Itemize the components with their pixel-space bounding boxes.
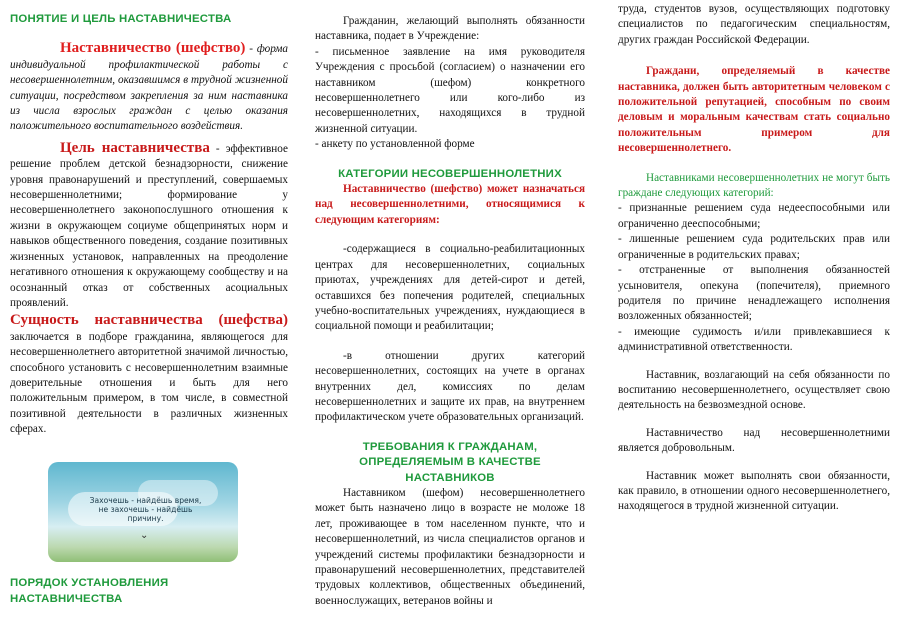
order-title: ПОРЯДОК УСТАНОВЛЕНИЯ НАСТАВНИЧЕСТВА xyxy=(10,577,169,605)
categories-title: КАТЕГОРИИ НЕСОВЕРШЕННОЛЕТНИХ xyxy=(338,167,562,180)
column-1 xyxy=(10,0,288,636)
cannot-item-1: - признанные решением суда недееспособными или ограниченно дееспособными; xyxy=(618,202,890,230)
column-3 xyxy=(618,0,890,636)
photo-quote: Захочешь - найдёшь время, не захочешь - найдёшь причину. xyxy=(89,496,202,523)
essence-paragraph xyxy=(10,313,288,437)
cannot-lead: Наставниками несовершеннолетних не могут быть граждане следующих категорий: xyxy=(618,171,890,200)
requirements-text: Наставником (шефом) несовершеннолетнего может быть назначено лицо в возрасте не моложе 18 лет, проживающее в том населенном пункте, что и несовершеннолетний, из числа специалистов органов и учреждений системы профилактики безнадзорности и правонарушений несовершеннолетних, представителей трудовых коллективов, общественных объединений, военнослужащих, ветеранов войны и xyxy=(315,486,585,607)
cannot-item-2: - лишенные решением суда родительских прав или ограниченные в родительских правах; xyxy=(618,233,890,261)
cannot-item-4: - имеющие судимость и/или привлекавшиеся к административной ответственности. xyxy=(618,325,890,354)
authority-paragraph: Граждани, определяемый в качестве наставника, должен быть авторитетным человеком с положительной репутацией, способным по своим деловым и моральным качествам стать социально положительным примером для несовершеннолетнего. xyxy=(618,65,890,155)
voluntary-paragraph: Наставничество над несовершеннолетними является добровольным. xyxy=(618,426,890,455)
categories-lead: Наставничество (шефство) может назначаться над несовершеннолетними, относящимися к следующим категориям: xyxy=(315,183,585,226)
application-intro: Гражданин, желающий выполнять обязанности наставника, подает в Учреждение: xyxy=(315,15,585,43)
bird-icon: ⌄ xyxy=(140,530,149,541)
mentoring-term: Наставничество (шефство) xyxy=(60,40,246,57)
essence-term: Сущность наставничества (шефства) xyxy=(10,312,288,329)
mentoring-dash: - xyxy=(245,43,253,56)
category-1: -содержащиеся в социально-реабилитационных центрах для несовершеннолетних, социальных приютах, учреждениях для детей-сирот и детей, оставшихся без попечения родителей, специальных учебно-воспитательных учреждениях, нуждающиеся в социальной помощи и реабилитации; xyxy=(315,243,585,333)
requirements-continued: труда, студентов вузов, осуществляющих подготовку специалистов по педагогическим специальностям, других граждан Российской Федерации. xyxy=(618,3,890,46)
application-item-1: - письменное заявление на имя руководителя Учреждения с просьбой (согласием) о назначении его наставником (шефом) конкретного несовершеннолетнего или кого-либо из несовершеннолетних, находящихся в трудной жизненной ситуации. xyxy=(315,45,585,135)
concept-title: ПОНЯТИЕ И ЦЕЛЬ НАСТАВНИЧЕСТВА xyxy=(10,13,232,25)
goal-term: Цель наставничества xyxy=(60,139,210,156)
free-basis-paragraph: Наставник, возлагающий на себя обязанности по воспитанию несовершеннолетнего, осуществляет свою деятельность на безвозмездной основе. xyxy=(618,368,890,412)
application-item-2: - анкету по установленной форме xyxy=(315,138,475,151)
requirements-title: ТРЕБОВАНИЯ К ГРАЖДАНАМ, ОПРЕДЕЛЯЕМЫМ В КАЧЕСТВЕ НАСТАВНИКОВ xyxy=(359,440,541,484)
essence-text: заключается в подборе гражданина, являющегося для несовершеннолетнего авторитетной значимой личностью, способного установить с несовершеннолетним взаимные доверительные отношения и быть для него положительным примером, в том числе, в совместной позитивной деятельности в различных жизненных сферах. xyxy=(10,330,288,436)
cannot-item-3: - отстраненные от выполнения обязанностей усыновителя, опекуна (попечителя), приемного родителя по причине ненадлежащего исполнения возложенных обязанностей; xyxy=(618,264,890,323)
mentoring-paragraph xyxy=(10,41,288,134)
goal-text: - эффективное решение проблем детской безнадзорности, снижение уровня правонарушений и преступлений, совершаемых несовершеннолетними; формирование у несовершеннолетнего законопослушного отношения к жизни в окружающем социуме общепринятых норм и навыков общественного поведения, создание позитивных жизненных установок, направленных на преодоление негативного отношения к окружающему сообществу и на осознанный отказ от собственных асоциальных проявлений. xyxy=(10,142,288,309)
goal-paragraph xyxy=(10,141,288,311)
one-minor-paragraph: Наставник может выполнять свои обязанности, как правило, в отношении одного несовершеннолетнего, находящегося в трудной жизненной ситуации. xyxy=(618,469,890,513)
category-2: -в отношении других категорий несовершеннолетних, состоящих на учете в органах внутренних дел, комиссиях по делам несовершеннолетних и защите их прав, на внутреннем профилактическом учете образовательных организаций. xyxy=(315,349,585,424)
sky-photo xyxy=(48,462,238,562)
column-2 xyxy=(315,0,585,636)
mentoring-definition: форма индивидуальной профилактической работы с несовершеннолетним, оказавшимся в трудной жизненной ситуации, посредством закрепления за ним наставника из числа взрослых граждан с целью оказания положительного воспитательного воздействия. xyxy=(10,43,288,133)
